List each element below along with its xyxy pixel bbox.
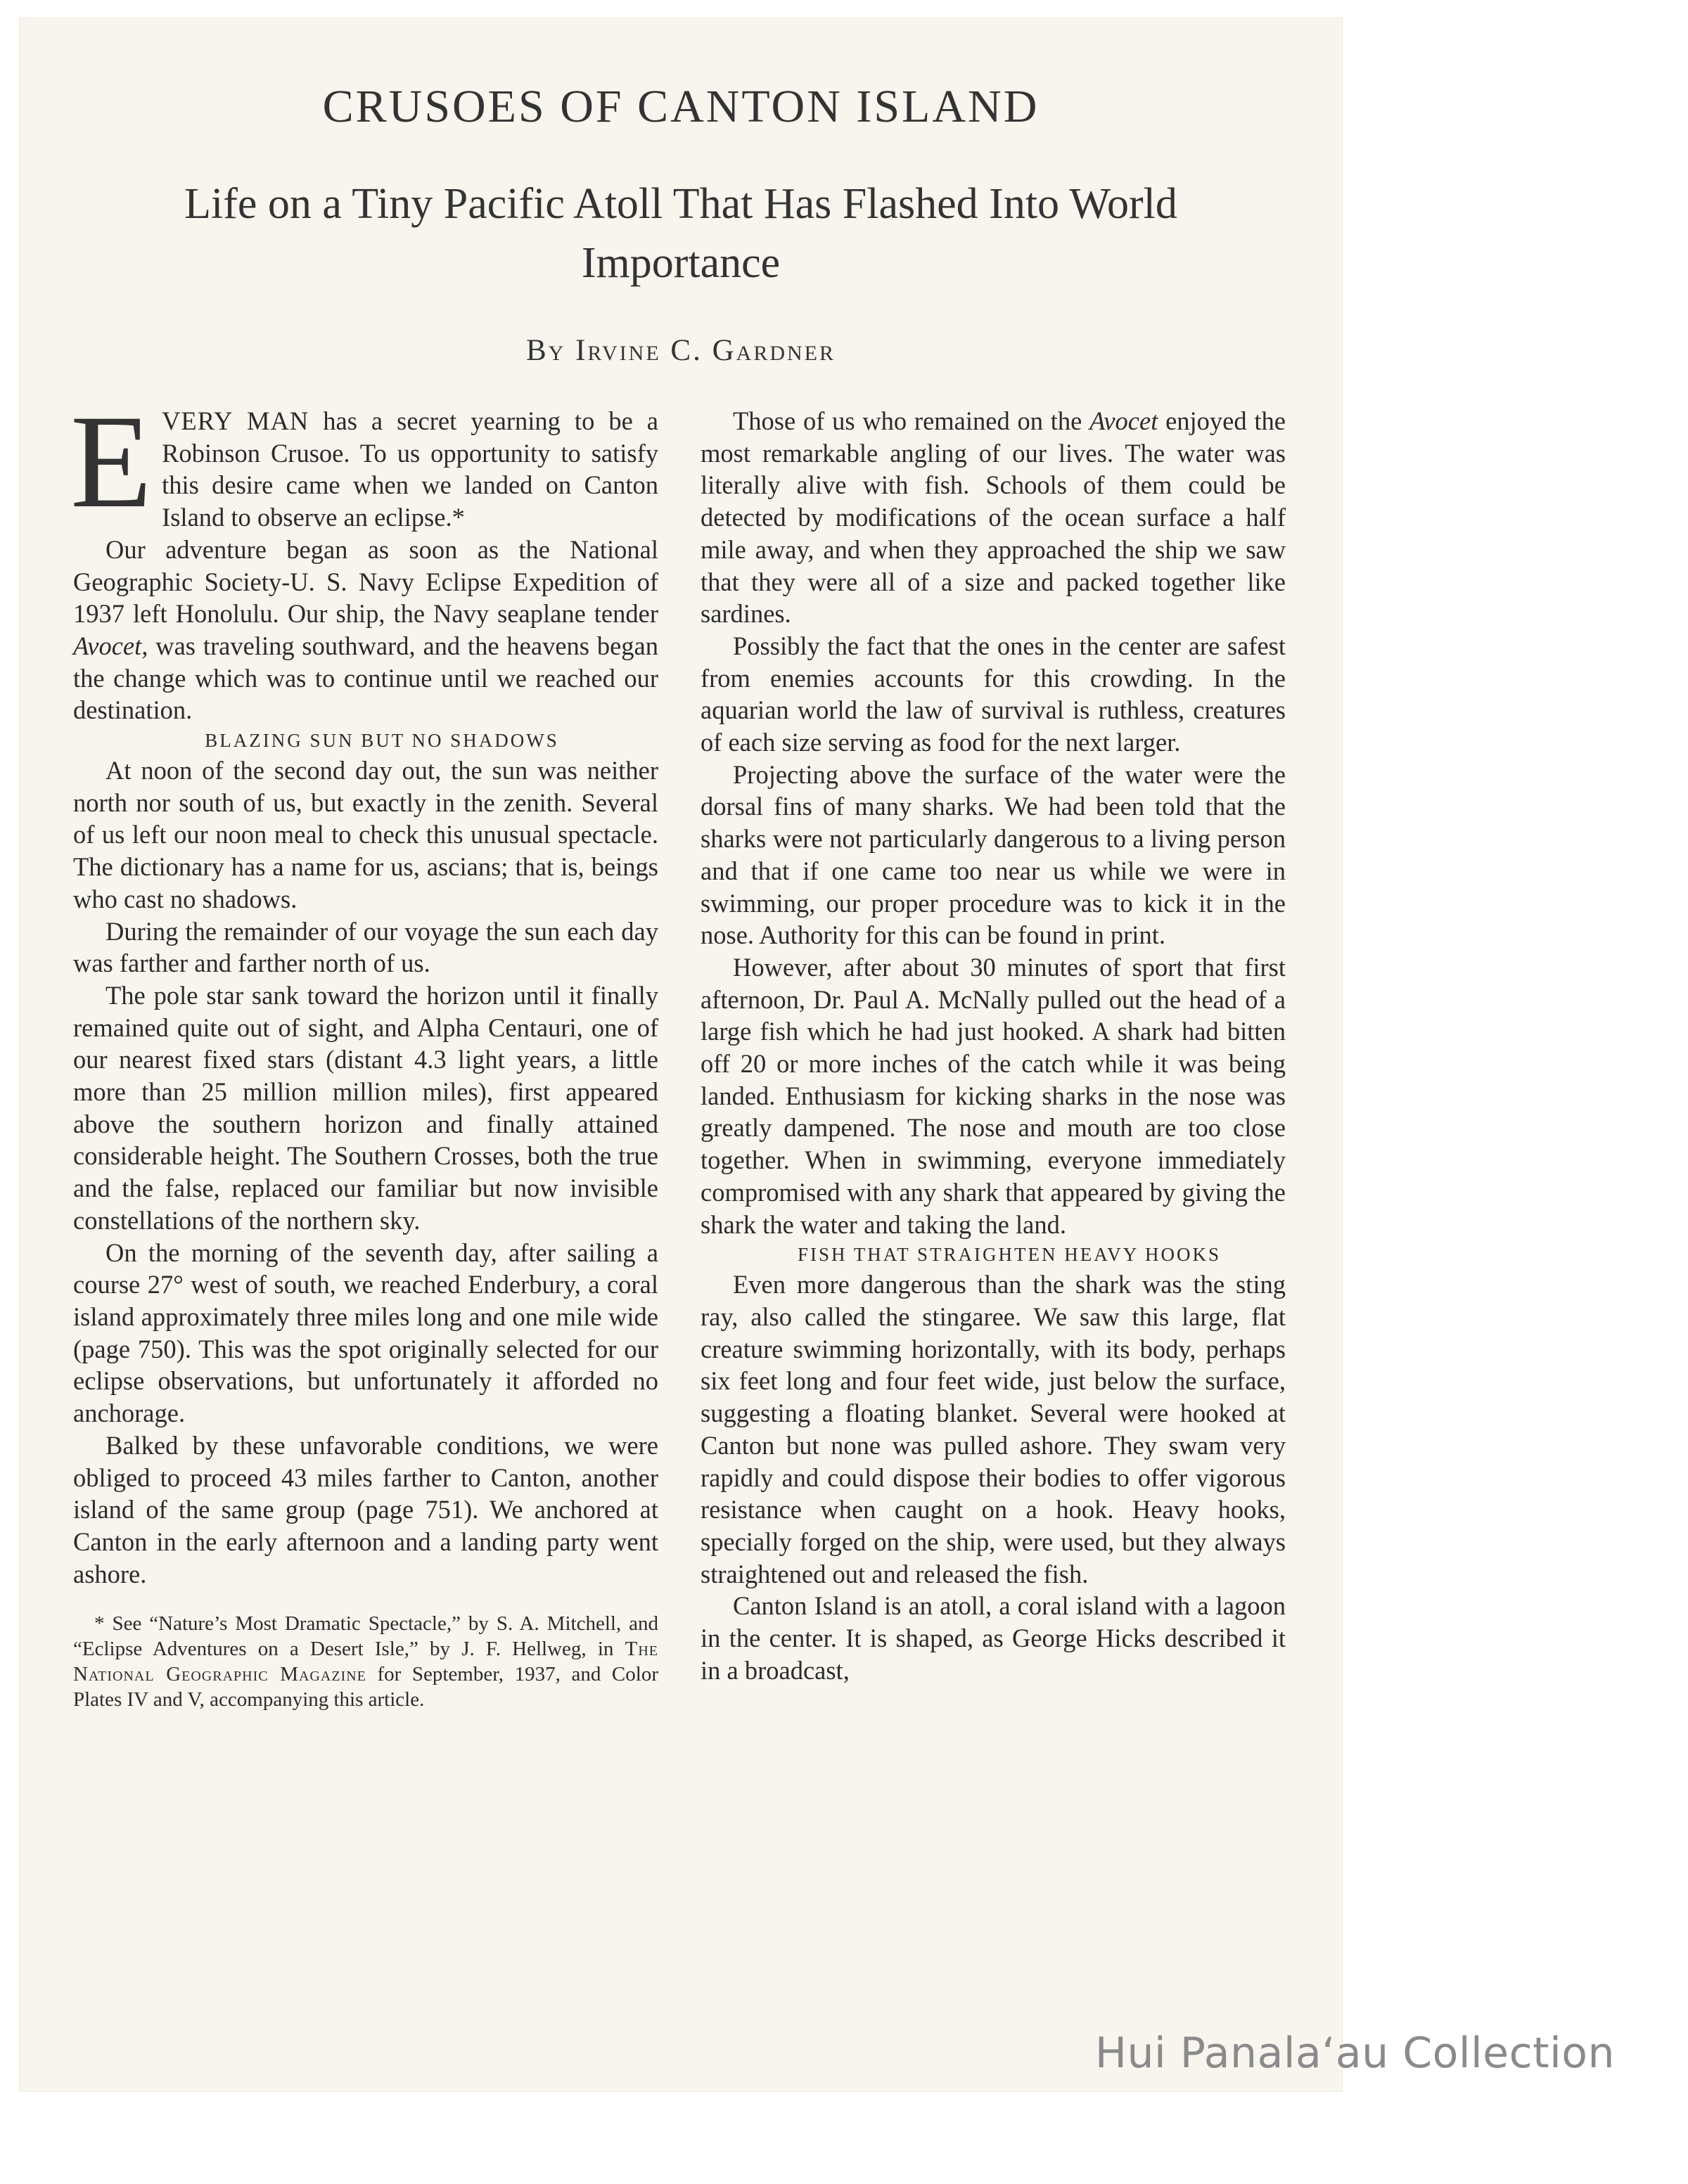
magazine-name: The National Geographic Magazine [73, 1638, 658, 1686]
paragraph [73, 534, 658, 726]
drop-cap: E [70, 388, 153, 536]
paragraph [701, 405, 1286, 630]
collection-watermark: Hui Panala‘au Collection [1094, 2029, 1615, 2078]
ship-name: Avocet, [73, 631, 148, 660]
opening-text: has a secret yearning to be a Robinson Crusoe. To us opportunity to satisfy this desire came when we landed on Canton Island to observe an eclipse.* [162, 406, 658, 532]
paragraph-text: enjoyed the most remarkable angling of our lives. The water was literally alive with fish. Schools of them could be detected by modifications of the ocean surface a half mile away, and when they approached the ship we saw that they were all of a size and packed together like sardines. [701, 406, 1286, 629]
paragraph-text: Our adventure began as soon as the National Geographic Society-U. S. Navy Eclipse Expedition of 1937 left Honolulu. Our ship, the Navy seaplane tender [73, 534, 658, 629]
paragraph: At noon of the second day out, the sun was neither north nor south of us, but exactly in the zenith. Several of us left our noon meal to check this unusual spectacle. The dictionary has a name for us, ascians; that is, beings who cast no shadows. [73, 756, 658, 913]
section-heading: BLAZING SUN BUT NO SHADOWS [205, 730, 559, 752]
paragraph: The pole star sank toward the horizon until it finally remained quite out of sight, and Alpha Centauri, one of our nearest fixed stars (distant 4.3 light years, a little more than 25 million million miles), first appeared above the southern horizon and finally attained considerable height. The Southern Crosses, both the true and the false, replaced our familiar but now invisible constellations of the northern sky. [73, 980, 658, 1235]
opening-words: VERY MAN [162, 406, 309, 435]
footnote-part: * See “Nature’s Most Dramatic Spectacle,” by S. A. Mitchell, and “Eclipse Adventures on a Desert Isle,” by J. F. Hellweg, in [73, 1612, 658, 1661]
article-subtitle: Life on a Tiny Pacific Atoll That Has Flashed Into World Importance [184, 180, 1177, 287]
paragraph: However, after about 30 minutes of sport that first afternoon, Dr. Paul A. McNally pulled out the head of a large fish which he had just hooked. A shark had bitten off 20 or more inches of the catch while it was being landed. Enthusiasm for kicking sharks in the nose was greatly dampened. The nose and mouth are too close together. When in swimming, everyone immediately compromised with any shark that appeared by giving the shark the water and taking the land. [701, 952, 1286, 1239]
paragraph-opening [70, 388, 658, 536]
paragraph: Even more dangerous than the shark was the sting ray, also called the stingaree. We saw this large, flat creature swimming horizontally, with its body, perhaps six feet long and four feet wide, just below the surface, suggesting a floating blanket. Several were hooked at Canton but none was pulled ashore. They swam very rapidly and could dispose their bodies to offer vigorous resistance when caught on a hook. Heavy hooks, specially forged on the ship, were used, but they always straightened out and released the fish. [701, 1270, 1286, 1588]
paragraph: Projecting above the surface of the water were the dorsal fins of many sharks. We had been told that the sharks were not particularly dangerous to a living person and that if one came too near us while we were in swimming, our proper procedure was to kick it in the nose. Authority for this can be found in print. [701, 759, 1286, 950]
ship-name: Avocet [1089, 406, 1158, 435]
footnote-text [73, 1611, 658, 1712]
right-column [701, 405, 1286, 1686]
paragraph-text: was traveling southward, and the heavens began the change which was to continue until we reached our destination. [73, 631, 658, 725]
section-heading: FISH THAT STRAIGHTEN HEAVY HOOKS [797, 1244, 1222, 1266]
article-byline: By Irvine C. Gardner [526, 334, 836, 367]
paragraph: Possibly the fact that the ones in the center are safest from enemies accounts for this crowding. In the aquarian world the law of survival is ruthless, creatures of each size serving as food for the next larger. [701, 631, 1286, 757]
magazine-page [20, 18, 1342, 2091]
paragraph: Canton Island is an atoll, a coral island with a lagoon in the center. It is shaped, as George Hicks described it in a broadcast, [701, 1591, 1286, 1685]
footnote [73, 1611, 658, 1712]
paragraph-text: Those of us who remained on the [733, 406, 1090, 435]
article-title: CRUSOES OF CANTON ISLAND [322, 81, 1040, 132]
left-column [70, 388, 658, 1712]
footnote-part: for September, 1937, and Color Plates IV and V, accompanying this article. [73, 1663, 658, 1711]
paragraph: On the morning of the seventh day, after sailing a course 27° west of south, we reached Enderbury, a coral island approximately three miles long and one mile wide (page 750). This was the spot originally selected for our eclipse observations, but unfortunately it afforded no anchorage. [73, 1238, 658, 1428]
paragraph: During the remainder of our voyage the sun each day was farther and farther north of us. [73, 916, 658, 978]
paragraph: Balked by these unfavorable conditions, we were obliged to proceed 43 miles farther to Canton, another island of the same group (page 751). We anchored at Canton in the early afternoon and a landing party went ashore. [73, 1430, 658, 1588]
